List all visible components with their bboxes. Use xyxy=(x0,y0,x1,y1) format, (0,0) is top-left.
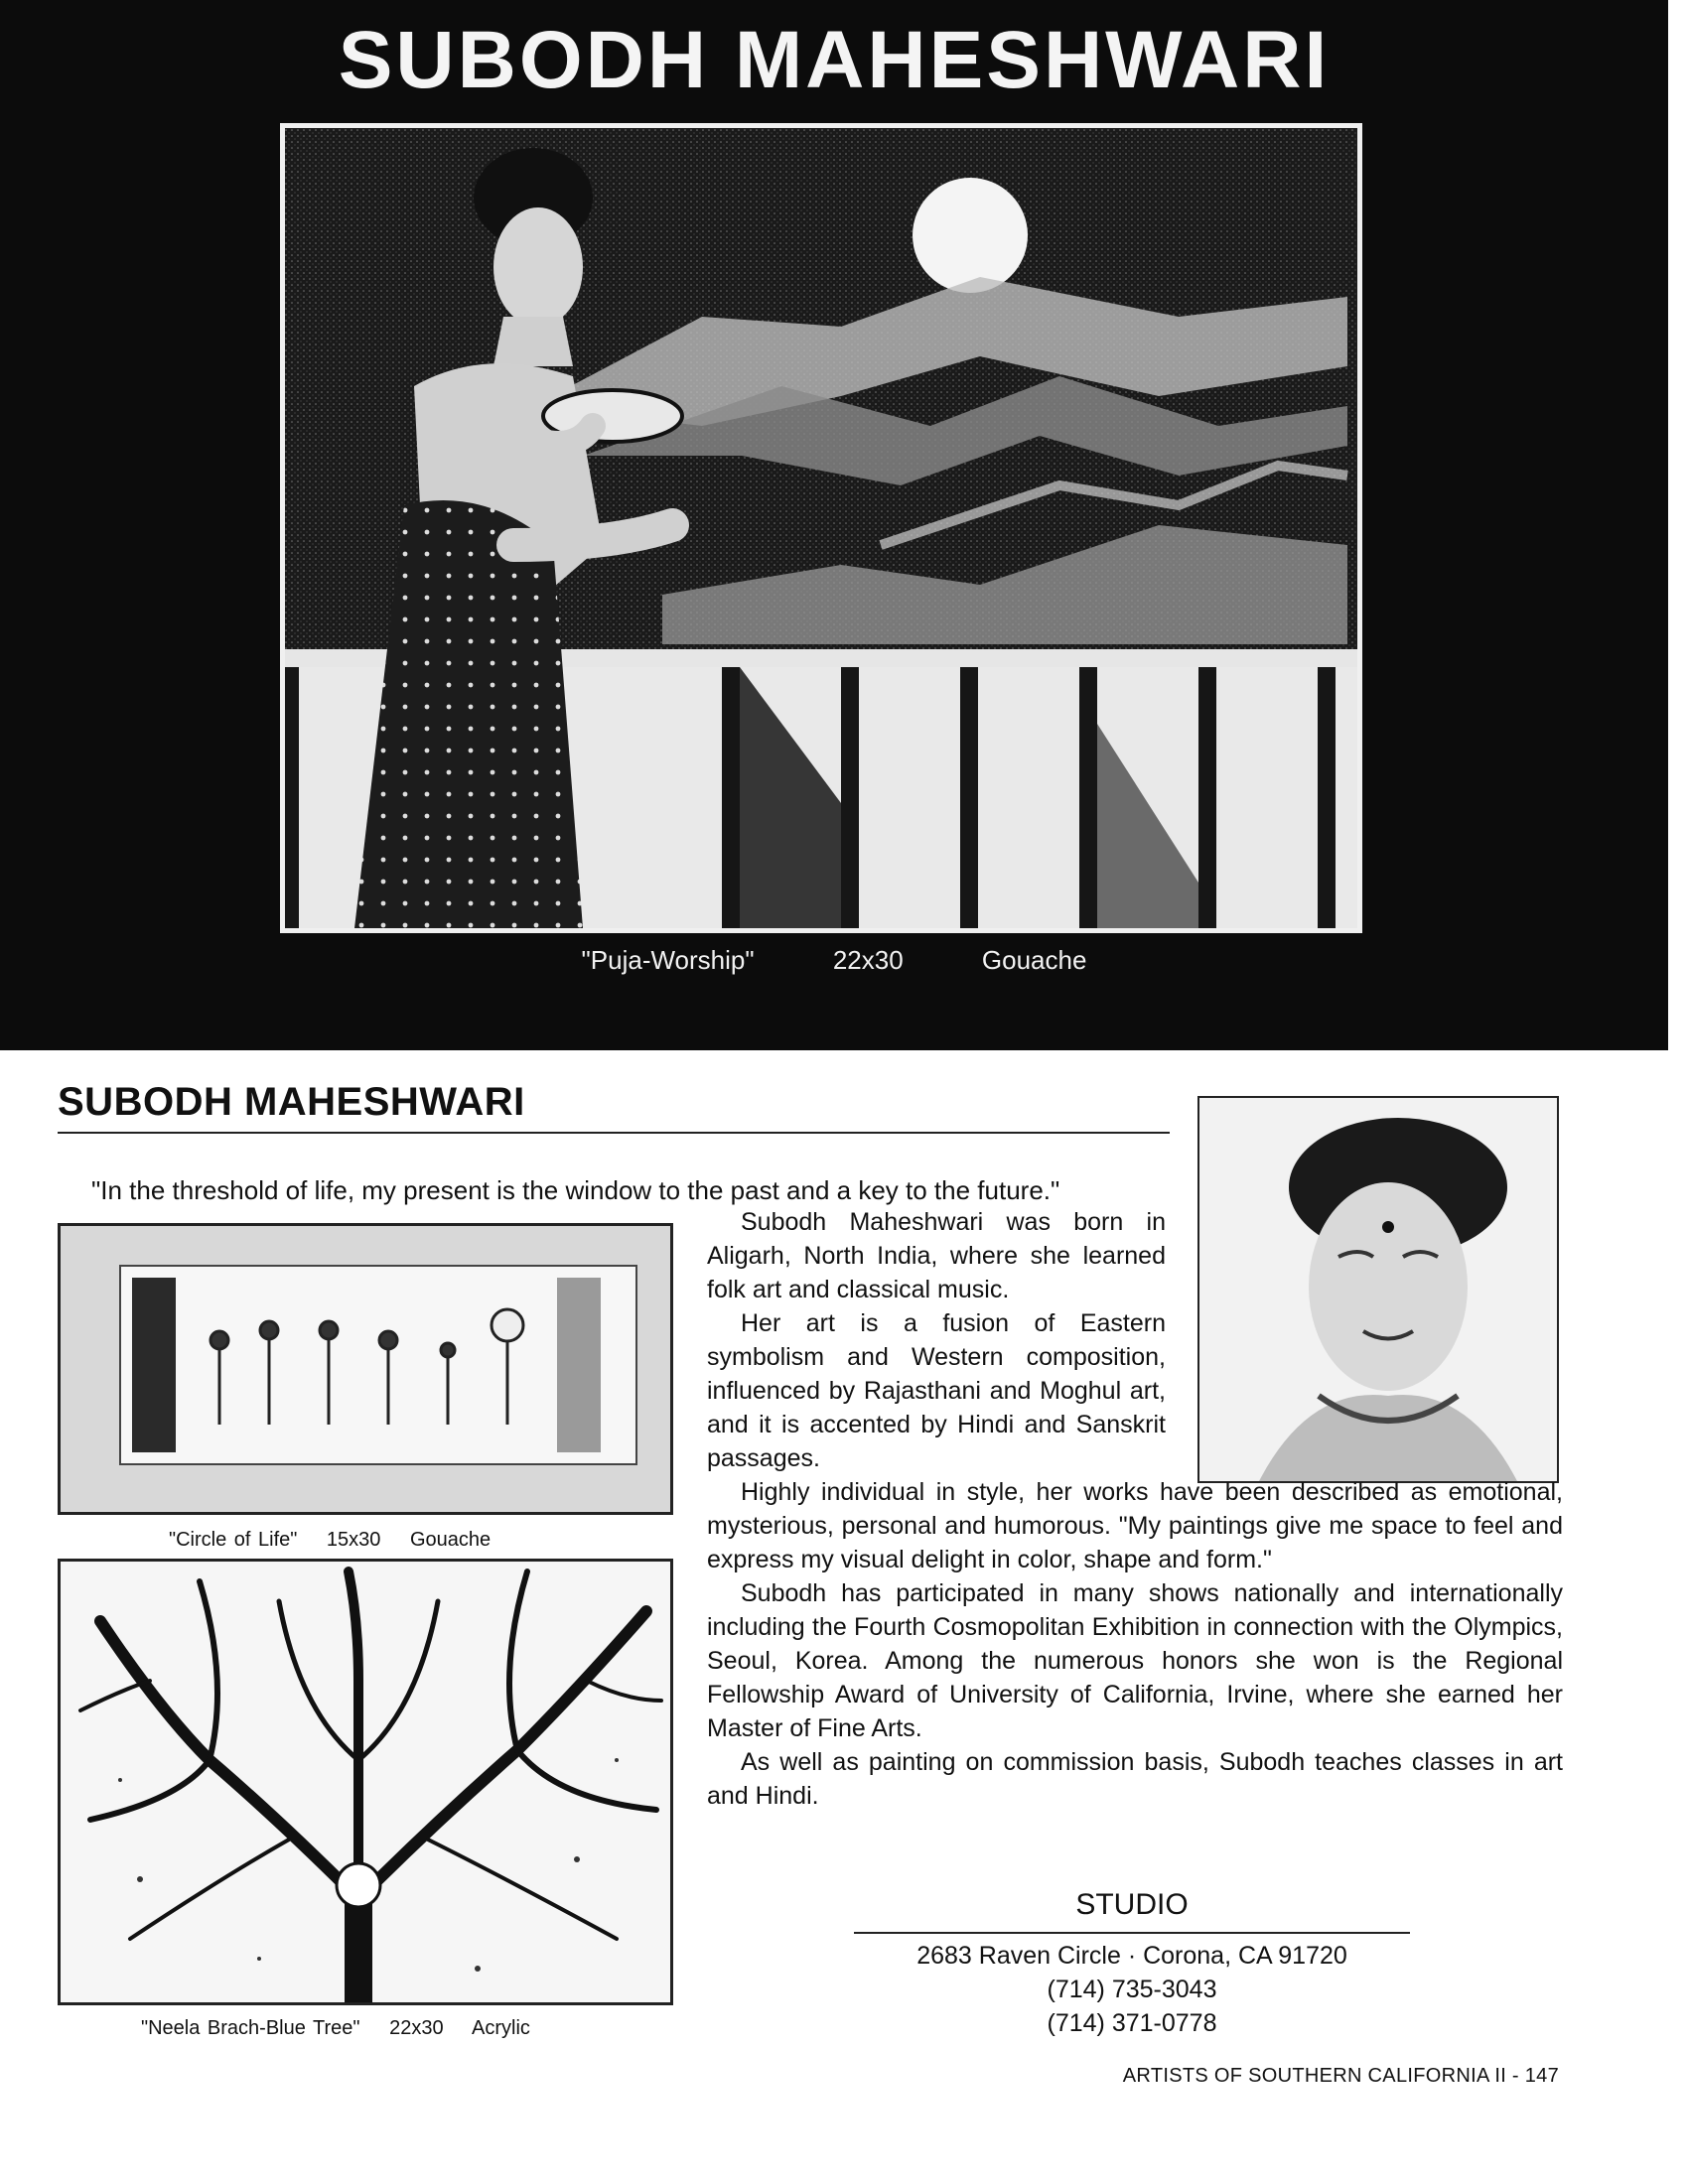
art2-title: "Neela Brach-Blue Tree" xyxy=(141,2017,360,2039)
paragraph-4: Subodh has participated in many shows nationally and internationally including the Fourth Cosmopolitan Exhibition in connection with the Olympics, Seoul, Korea. Among the numerous honors she won is the Regional Fellowship Award of University of California, Irvine, where she earned her Master of Fine Arts. xyxy=(707,1579,1563,1742)
main-caption-medium: Gouache xyxy=(981,945,1087,975)
banner xyxy=(0,0,1668,1050)
circle-of-life-image xyxy=(61,1226,670,1512)
studio-heading: STUDIO xyxy=(1075,1888,1189,1921)
studio-divider xyxy=(854,1932,1410,1934)
page-footer: ARTISTS OF SOUTHERN CALIFORNIA II - 147 xyxy=(1122,2065,1559,2087)
puja-worship-painting xyxy=(285,128,1357,928)
paragraph-2: Her art is a fusion of Eastern symbolism and Western composition, influenced by Rajasthani and Moghul art, and it is accented by Hindi and Sanskrit passages. xyxy=(707,1309,1166,1472)
studio-phone-1: (714) 735-3043 xyxy=(1047,1976,1217,2003)
main-caption-title: "Puja-Worship" xyxy=(581,945,755,975)
heading-divider xyxy=(58,1132,1170,1134)
paragraph-1: Subodh Maheshwari was born in Aligarh, North India, where she learned folk art and classical music. xyxy=(707,1208,1166,1303)
art2-medium: Acrylic xyxy=(472,2017,530,2039)
moon-shape xyxy=(913,178,1028,293)
studio-address: 2683 Raven Circle · Corona, CA 91720 xyxy=(916,1942,1347,1970)
article-heading: SUBODH MAHESHWARI xyxy=(58,1080,525,1124)
circle-of-life-artwork xyxy=(58,1223,673,1515)
main-painting xyxy=(280,123,1362,933)
main-caption-size: 22x30 xyxy=(832,945,904,975)
paragraph-5: As well as painting on commission basis, Subodh teaches classes in art and Hindi. xyxy=(707,1748,1563,1810)
studio-phone-2: (714) 371-0778 xyxy=(1047,2009,1217,2037)
main-caption xyxy=(0,945,1668,976)
art1-medium: Gouache xyxy=(409,1529,492,1551)
art1-size: 15x30 xyxy=(326,1529,381,1551)
art2-size: 22x30 xyxy=(389,2017,444,2039)
artist-quote: "In the threshold of life, my present is the window to the past and a key to the future." xyxy=(91,1175,1060,1205)
blue-tree-caption xyxy=(141,2017,552,2040)
narrow-column xyxy=(707,1205,1166,1475)
blue-tree-image xyxy=(61,1562,670,2002)
paragraph-3: Highly individual in style, her works have been described as emotional, mysterious, personal and humorous. "My paintings give me space to feel and express my visual delight in color, shape and form." xyxy=(707,1478,1563,1573)
circle-of-life-caption xyxy=(169,1529,512,1552)
banner-title: SUBODH MAHESHWARI xyxy=(338,15,1331,105)
blue-tree-artwork xyxy=(58,1559,673,2005)
art1-title: "Circle of Life" xyxy=(169,1529,298,1551)
article-body xyxy=(707,1205,1563,1813)
